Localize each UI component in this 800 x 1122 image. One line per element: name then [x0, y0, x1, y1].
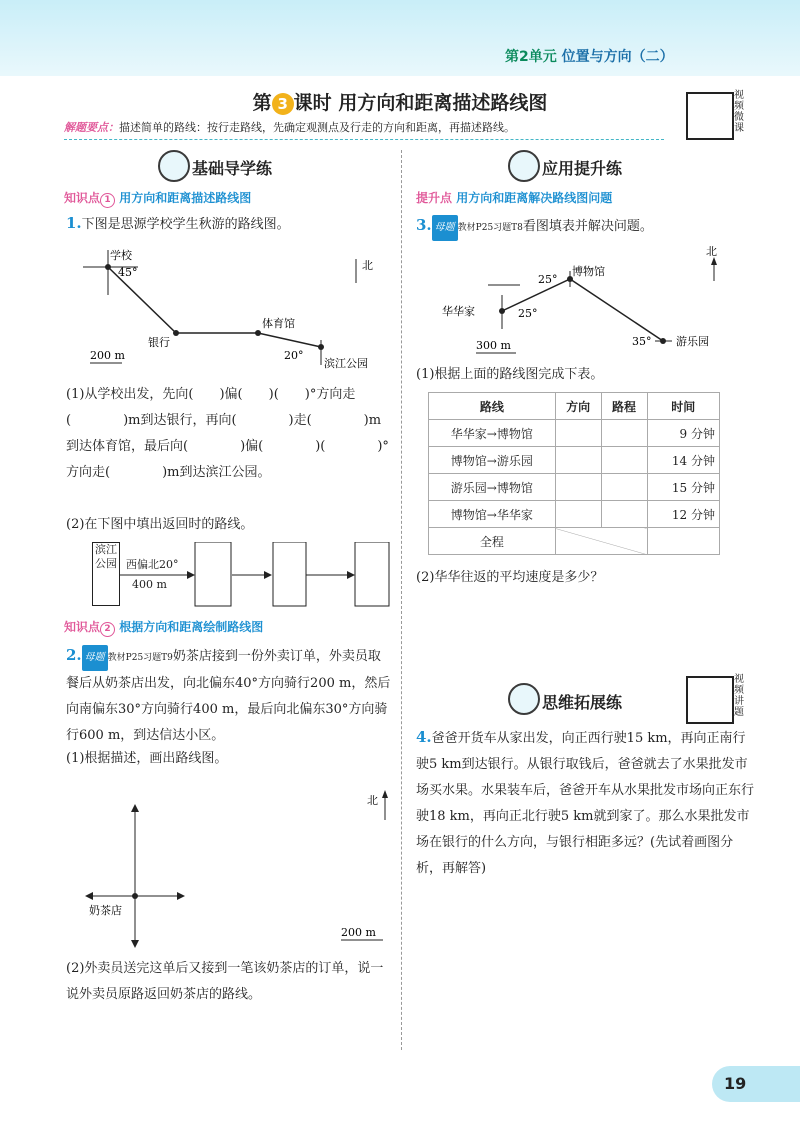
q3-route-map	[420, 245, 730, 360]
top-banner	[0, 0, 800, 76]
q2-stem: 2. 母题 教材P25习题T9奶茶店接到一份外卖订单，外卖员取餐后从奶茶店出发，向北偏东40°方向骑行200 m，然后向南偏东30°方向骑行400 m，最后向北偏东30°方向骑行600 m，到达信达小区。	[66, 646, 391, 743]
table-row: 华华家→博物馆 9 分钟	[429, 420, 720, 447]
label-angle-a: 25°	[538, 273, 558, 286]
flow-direction: 西偏北20°	[126, 558, 179, 571]
label-scale3: 300 m	[476, 339, 511, 352]
promote-point: 提升点 用方向和距离解决路线图问题	[416, 191, 613, 205]
park-point	[318, 344, 324, 350]
q1-route-map	[78, 245, 398, 380]
knowledge-point-1: 知识点 1 用方向和距离描述路线图	[64, 189, 251, 208]
label-gym: 体育馆	[262, 317, 295, 330]
route-line	[108, 267, 321, 347]
qr-label: 视频微课	[734, 90, 744, 134]
unit-header: 第2单元 位置与方向（二）	[505, 49, 674, 65]
q3-part1: (1)根据上面的路线图完成下表。	[416, 367, 604, 382]
label-home: 华华家	[442, 305, 475, 318]
table-row: 博物馆→游乐园 14 分钟	[429, 447, 720, 474]
label-north3: 北	[706, 245, 717, 258]
label-museum: 博物馆	[572, 265, 605, 278]
qr-code-2[interactable]	[686, 676, 734, 724]
table-row: 游乐园→博物馆 15 分钟	[429, 474, 720, 501]
table-row: 全程	[429, 528, 720, 555]
label-angle-c: 35°	[632, 335, 652, 348]
q2-drawing-area[interactable]	[85, 790, 395, 950]
q2-part1: (1)根据描述，画出路线图。	[66, 751, 228, 766]
mascot-icon-2	[508, 150, 540, 182]
label-bank: 银行	[148, 336, 170, 349]
flow-distance: 400 m	[132, 578, 167, 591]
mascot-icon	[158, 150, 190, 182]
table-header: 路线 方向 路程 时间	[429, 393, 720, 420]
label-north2: 北	[367, 794, 378, 807]
label-park: 滨江公园	[324, 357, 368, 370]
flow-start-box: 滨江公园	[92, 542, 120, 606]
label-angle1: 45°	[118, 266, 138, 279]
return-flowchart	[92, 542, 392, 608]
gym-point	[255, 330, 261, 336]
q1-stem: 1.下图是思源学校学生秋游的路线图。	[66, 214, 290, 232]
q1-part1: (1)从学校出发，先向( )偏( )( )°方向走( )m到达银行，再向( )走( )m到达体育馆，最后向( )偏( )( )°方向走( )m到达滨江公园。	[66, 387, 389, 480]
bank-point	[173, 330, 179, 336]
section-basic: 基础导学练	[192, 159, 273, 178]
tip-line: 解题要点：描述简单的路线：按行走路线，先确定观测点及行走的方向和距离，再描述路线。	[64, 119, 664, 140]
lesson-number: 3	[272, 93, 294, 115]
school-point	[105, 264, 111, 270]
qr-label-2: 视频讲题	[734, 674, 744, 718]
section-apply: 应用提升练	[542, 159, 623, 178]
label-angle-b: 25°	[518, 307, 538, 320]
route-table	[428, 392, 720, 555]
q1-part2: (2)在下图中填出返回时的路线。	[66, 517, 254, 532]
q3-part2: (2)华华往返的平均速度是多少？	[416, 570, 604, 585]
q2-part2: (2)外卖员送完这单后又接到一笔该奶茶店的订单，说一说外卖员原路返回奶茶店的路线。	[66, 961, 384, 1002]
q4-text: 4.爸爸开货车从家出发，向正西行驶15 km，再向正南行驶5 km到达银行。从银行取钱后，爸爸就去了水果批发市场买水果。水果装车后，爸爸开车从水果批发市场向正东行驶18 km，再向正北行驶5 km就到家了。那么水果批发市场在银行的什么方向，与银行相距多远？(先试着画图分析，再解答)	[416, 728, 755, 876]
mascot-icon-3	[508, 683, 540, 715]
qr-code[interactable]	[686, 92, 734, 140]
label-shop: 奶茶店	[89, 904, 122, 917]
table-row: 博物馆→华华家 12 分钟	[429, 501, 720, 528]
label-angle2: 20°	[284, 349, 304, 362]
label-north: 北	[362, 259, 373, 272]
q3-stem: 3. 母题 教材P25习题T8看图填表并解决问题。	[416, 212, 756, 241]
lesson-title: 第 3 课时 用方向和距离描述路线图	[252, 92, 548, 114]
label-school: 学校	[110, 249, 132, 262]
knowledge-point-2: 知识点 2 根据方向和距离绘制路线图	[64, 618, 263, 637]
label-scale2: 200 m	[341, 926, 376, 939]
label-scale: 200 m	[90, 349, 125, 362]
section-think: 思维拓展练	[542, 693, 623, 712]
page-number: 19	[712, 1066, 800, 1102]
label-park2: 游乐园	[676, 335, 709, 348]
column-divider	[401, 150, 402, 1050]
